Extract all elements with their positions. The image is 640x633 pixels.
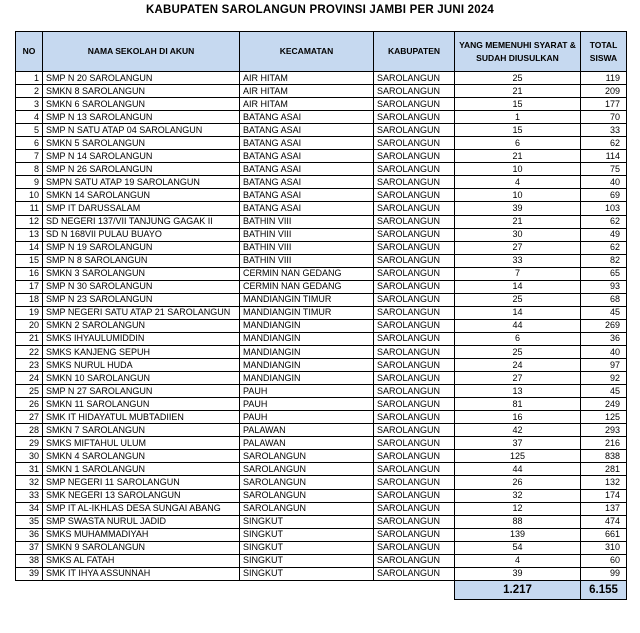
kabupaten: SAROLANGUN — [374, 411, 455, 424]
memenuhi-syarat: 27 — [455, 241, 581, 254]
memenuhi-syarat: 54 — [455, 541, 581, 554]
total-siswa: 33 — [581, 124, 627, 137]
kecamatan: MANDIANGIN — [240, 345, 374, 358]
kecamatan: MANDIANGIN TIMUR — [240, 306, 374, 319]
kabupaten: SAROLANGUN — [374, 137, 455, 150]
total-siswa: 209 — [581, 85, 627, 98]
table-row — [16, 150, 627, 163]
kabupaten: SAROLANGUN — [374, 98, 455, 111]
kecamatan: SAROLANGUN — [240, 463, 374, 476]
kabupaten: SAROLANGUN — [374, 489, 455, 502]
table-row — [16, 345, 627, 358]
school-name: SMP N 20 SAROLANGUN — [43, 72, 240, 85]
memenuhi-syarat: 14 — [455, 280, 581, 293]
kabupaten: SAROLANGUN — [374, 541, 455, 554]
kecamatan: BATANG ASAI — [240, 124, 374, 137]
memenuhi-syarat: 16 — [455, 411, 581, 424]
kabupaten: SAROLANGUN — [374, 515, 455, 528]
total-siswa: 60 — [581, 554, 627, 567]
row-number: 18 — [16, 293, 43, 306]
header-row — [16, 32, 627, 72]
kabupaten: SAROLANGUN — [374, 345, 455, 358]
total-siswa: 75 — [581, 163, 627, 176]
school-name: SMKN 14 SAROLANGUN — [43, 189, 240, 202]
kecamatan: BATANG ASAI — [240, 176, 374, 189]
kabupaten: SAROLANGUN — [374, 319, 455, 332]
memenuhi-syarat: 30 — [455, 228, 581, 241]
total-siswa: 49 — [581, 228, 627, 241]
kecamatan: BATANG ASAI — [240, 111, 374, 124]
page-title: KABUPATEN SAROLANGUN PROVINSI JAMBI PER JUNI 2024 — [145, 4, 495, 16]
school-name: SMKN 3 SAROLANGUN — [43, 267, 240, 280]
school-name: SMKS KANJENG SEPUH — [43, 345, 240, 358]
school-table — [15, 31, 627, 600]
table-row — [16, 398, 627, 411]
total-siswa: 249 — [581, 398, 627, 411]
kecamatan: AIR HITAM — [240, 72, 374, 85]
kabupaten: SAROLANGUN — [374, 111, 455, 124]
kabupaten: SAROLANGUN — [374, 189, 455, 202]
table-row — [16, 306, 627, 319]
row-number: 25 — [16, 385, 43, 398]
table-row — [16, 163, 627, 176]
row-number: 36 — [16, 528, 43, 541]
table-row — [16, 293, 627, 306]
table-row — [16, 137, 627, 150]
total-siswa: 65 — [581, 267, 627, 280]
kecamatan: BATANG ASAI — [240, 189, 374, 202]
kabupaten: SAROLANGUN — [374, 437, 455, 450]
total-siswa: 661 — [581, 528, 627, 541]
school-name: SMP N 14 SAROLANGUN — [43, 150, 240, 163]
total-siswa: 82 — [581, 254, 627, 267]
memenuhi-syarat: 26 — [455, 476, 581, 489]
row-number: 32 — [16, 476, 43, 489]
memenuhi-syarat: 21 — [455, 150, 581, 163]
kabupaten: SAROLANGUN — [374, 228, 455, 241]
kabupaten: SAROLANGUN — [374, 293, 455, 306]
row-number: 20 — [16, 319, 43, 332]
school-name: SD N 168VII PULAU BUAYO — [43, 228, 240, 241]
table-body — [16, 72, 627, 581]
total-siswa: 103 — [581, 202, 627, 215]
total-siswa: 92 — [581, 372, 627, 385]
kecamatan: MANDIANGIN TIMUR — [240, 293, 374, 306]
row-number: 35 — [16, 515, 43, 528]
header-nama-sekolah: NAMA SEKOLAH DI AKUN — [43, 32, 240, 72]
kecamatan: BATANG ASAI — [240, 202, 374, 215]
memenuhi-syarat: 21 — [455, 215, 581, 228]
row-number: 26 — [16, 398, 43, 411]
kabupaten: SAROLANGUN — [374, 176, 455, 189]
row-number: 31 — [16, 463, 43, 476]
row-number: 12 — [16, 215, 43, 228]
row-number: 29 — [16, 437, 43, 450]
total-siswa: 838 — [581, 450, 627, 463]
school-name: SMK NEGERI 13 SAROLANGUN — [43, 489, 240, 502]
school-name: SMKN 1 SAROLANGUN — [43, 463, 240, 476]
kabupaten: SAROLANGUN — [374, 476, 455, 489]
school-name: SMK IT IHYA ASSUNNAH — [43, 567, 240, 580]
school-name: SMKN 11 SAROLANGUN — [43, 398, 240, 411]
header-memenuhi-syarat: YANG MEMENUHI SYARAT & SUDAH DIUSULKAN — [455, 32, 581, 72]
total-siswa: 474 — [581, 515, 627, 528]
table-row — [16, 267, 627, 280]
total-siswa: 137 — [581, 502, 627, 515]
kecamatan: AIR HITAM — [240, 85, 374, 98]
kecamatan: BATHIN VIII — [240, 241, 374, 254]
row-number: 27 — [16, 411, 43, 424]
table-row — [16, 176, 627, 189]
kabupaten: SAROLANGUN — [374, 306, 455, 319]
kecamatan: SINGKUT — [240, 554, 374, 567]
kabupaten: SAROLANGUN — [374, 163, 455, 176]
total-siswa: 119 — [581, 72, 627, 85]
school-name: SMKS NURUL HUDA — [43, 359, 240, 372]
total-siswa: 62 — [581, 241, 627, 254]
memenuhi-syarat: 7 — [455, 267, 581, 280]
kabupaten: SAROLANGUN — [374, 502, 455, 515]
total-siswa: 99 — [581, 567, 627, 580]
totals-spacer — [16, 580, 455, 599]
row-number: 38 — [16, 554, 43, 567]
kecamatan: MANDIANGIN — [240, 319, 374, 332]
total-siswa: 36 — [581, 332, 627, 345]
table-row — [16, 385, 627, 398]
table-row — [16, 111, 627, 124]
school-name: SMP N 13 SAROLANGUN — [43, 111, 240, 124]
total-memenuhi-syarat: 1.217 — [455, 580, 581, 599]
memenuhi-syarat: 44 — [455, 319, 581, 332]
kecamatan: BATHIN VIII — [240, 254, 374, 267]
total-siswa: 70 — [581, 111, 627, 124]
kecamatan: SINGKUT — [240, 515, 374, 528]
table-row — [16, 528, 627, 541]
memenuhi-syarat: 44 — [455, 463, 581, 476]
kabupaten: SAROLANGUN — [374, 398, 455, 411]
row-number: 11 — [16, 202, 43, 215]
memenuhi-syarat: 15 — [455, 98, 581, 111]
table-row — [16, 98, 627, 111]
totals-row — [16, 580, 627, 599]
table-row — [16, 215, 627, 228]
school-name: SMP NEGERI 11 SAROLANGUN — [43, 476, 240, 489]
school-name: SMKN 9 SAROLANGUN — [43, 541, 240, 554]
table-row — [16, 437, 627, 450]
memenuhi-syarat: 10 — [455, 163, 581, 176]
kabupaten: SAROLANGUN — [374, 280, 455, 293]
table-row — [16, 411, 627, 424]
table-row — [16, 554, 627, 567]
kabupaten: SAROLANGUN — [374, 254, 455, 267]
memenuhi-syarat: 125 — [455, 450, 581, 463]
kabupaten: SAROLANGUN — [374, 150, 455, 163]
kecamatan: SAROLANGUN — [240, 476, 374, 489]
row-number: 34 — [16, 502, 43, 515]
kecamatan: AIR HITAM — [240, 98, 374, 111]
school-name: SMP N 27 SAROLANGUN — [43, 385, 240, 398]
kabupaten: SAROLANGUN — [374, 241, 455, 254]
kabupaten: SAROLANGUN — [374, 124, 455, 137]
total-siswa: 62 — [581, 215, 627, 228]
table-row — [16, 189, 627, 202]
row-number: 15 — [16, 254, 43, 267]
header-kecamatan: KECAMATAN — [240, 32, 374, 72]
table-row — [16, 280, 627, 293]
table-row — [16, 489, 627, 502]
school-name: SMKN 10 SAROLANGUN — [43, 372, 240, 385]
kecamatan: SAROLANGUN — [240, 450, 374, 463]
row-number: 39 — [16, 567, 43, 580]
school-name: SMP IT DARUSSALAM — [43, 202, 240, 215]
memenuhi-syarat: 25 — [455, 72, 581, 85]
total-siswa: 45 — [581, 385, 627, 398]
kabupaten: SAROLANGUN — [374, 72, 455, 85]
memenuhi-syarat: 27 — [455, 372, 581, 385]
row-number: 4 — [16, 111, 43, 124]
table-row — [16, 515, 627, 528]
kecamatan: SINGKUT — [240, 567, 374, 580]
total-siswa: 40 — [581, 176, 627, 189]
memenuhi-syarat: 10 — [455, 189, 581, 202]
memenuhi-syarat: 12 — [455, 502, 581, 515]
memenuhi-syarat: 13 — [455, 385, 581, 398]
table-row — [16, 372, 627, 385]
kecamatan: PALAWAN — [240, 424, 374, 437]
row-number: 13 — [16, 228, 43, 241]
school-name: SMKS MUHAMMADIYAH — [43, 528, 240, 541]
row-number: 23 — [16, 359, 43, 372]
row-number: 2 — [16, 85, 43, 98]
total-siswa: 125 — [581, 411, 627, 424]
kabupaten: SAROLANGUN — [374, 267, 455, 280]
memenuhi-syarat: 139 — [455, 528, 581, 541]
row-number: 3 — [16, 98, 43, 111]
kabupaten: SAROLANGUN — [374, 567, 455, 580]
row-number: 33 — [16, 489, 43, 502]
memenuhi-syarat: 88 — [455, 515, 581, 528]
memenuhi-syarat: 1 — [455, 111, 581, 124]
school-name: SMP N 23 SAROLANGUN — [43, 293, 240, 306]
memenuhi-syarat: 6 — [455, 137, 581, 150]
row-number: 30 — [16, 450, 43, 463]
kecamatan: PAUH — [240, 411, 374, 424]
table-row — [16, 567, 627, 580]
memenuhi-syarat: 15 — [455, 124, 581, 137]
memenuhi-syarat: 81 — [455, 398, 581, 411]
school-name: SMKN 2 SAROLANGUN — [43, 319, 240, 332]
total-siswa: 293 — [581, 424, 627, 437]
total-siswa: 68 — [581, 293, 627, 306]
kecamatan: CERMIN NAN GEDANG — [240, 267, 374, 280]
total-siswa: 174 — [581, 489, 627, 502]
school-name: SMKN 4 SAROLANGUN — [43, 450, 240, 463]
total-siswa: 281 — [581, 463, 627, 476]
total-siswa: 177 — [581, 98, 627, 111]
kecamatan: PAUH — [240, 398, 374, 411]
total-siswa: 93 — [581, 280, 627, 293]
school-name: SMP N 26 SAROLANGUN — [43, 163, 240, 176]
kabupaten: SAROLANGUN — [374, 424, 455, 437]
kabupaten: SAROLANGUN — [374, 85, 455, 98]
memenuhi-syarat: 42 — [455, 424, 581, 437]
memenuhi-syarat: 32 — [455, 489, 581, 502]
table-row — [16, 332, 627, 345]
kecamatan: PAUH — [240, 385, 374, 398]
table-row — [16, 85, 627, 98]
table-row — [16, 450, 627, 463]
total-siswa: 6.155 — [581, 580, 627, 599]
table-row — [16, 541, 627, 554]
row-number: 16 — [16, 267, 43, 280]
table-row — [16, 463, 627, 476]
school-name: SMKN 8 SAROLANGUN — [43, 85, 240, 98]
school-name: SMKS IHYAULUMIDDIN — [43, 332, 240, 345]
kecamatan: BATANG ASAI — [240, 150, 374, 163]
row-number: 7 — [16, 150, 43, 163]
kecamatan: BATHIN VIII — [240, 228, 374, 241]
row-number: 19 — [16, 306, 43, 319]
kabupaten: SAROLANGUN — [374, 215, 455, 228]
total-siswa: 132 — [581, 476, 627, 489]
row-number: 9 — [16, 176, 43, 189]
row-number: 8 — [16, 163, 43, 176]
kecamatan: SINGKUT — [240, 528, 374, 541]
kecamatan: SAROLANGUN — [240, 489, 374, 502]
total-siswa: 62 — [581, 137, 627, 150]
total-siswa: 40 — [581, 345, 627, 358]
total-siswa: 269 — [581, 319, 627, 332]
row-number: 24 — [16, 372, 43, 385]
school-name: SD NEGERI 137/VII TANJUNG GAGAK II — [43, 215, 240, 228]
kecamatan: BATANG ASAI — [240, 137, 374, 150]
table-row — [16, 72, 627, 85]
header-total-siswa: TOTAL SISWA — [581, 32, 627, 72]
total-siswa: 69 — [581, 189, 627, 202]
memenuhi-syarat: 21 — [455, 85, 581, 98]
memenuhi-syarat: 4 — [455, 176, 581, 189]
kecamatan: SAROLANGUN — [240, 502, 374, 515]
memenuhi-syarat: 14 — [455, 306, 581, 319]
kabupaten: SAROLANGUN — [374, 554, 455, 567]
kabupaten: SAROLANGUN — [374, 202, 455, 215]
header-no: NO — [16, 32, 43, 72]
total-siswa: 114 — [581, 150, 627, 163]
school-name: SMKN 7 SAROLANGUN — [43, 424, 240, 437]
kecamatan: PALAWAN — [240, 437, 374, 450]
school-name: SMPN SATU ATAP 19 SAROLANGUN — [43, 176, 240, 189]
kecamatan: CERMIN NAN GEDANG — [240, 280, 374, 293]
row-number: 5 — [16, 124, 43, 137]
school-name: SMKN 5 SAROLANGUN — [43, 137, 240, 150]
row-number: 6 — [16, 137, 43, 150]
memenuhi-syarat: 25 — [455, 345, 581, 358]
memenuhi-syarat: 33 — [455, 254, 581, 267]
kecamatan: SINGKUT — [240, 541, 374, 554]
table-row — [16, 202, 627, 215]
memenuhi-syarat: 25 — [455, 293, 581, 306]
school-name: SMP IT AL-IKHLAS DESA SUNGAI ABANG — [43, 502, 240, 515]
school-name: SMP NEGERI SATU ATAP 21 SAROLANGUN — [43, 306, 240, 319]
total-siswa: 216 — [581, 437, 627, 450]
table-row — [16, 359, 627, 372]
total-siswa: 45 — [581, 306, 627, 319]
kabupaten: SAROLANGUN — [374, 463, 455, 476]
table-row — [16, 502, 627, 515]
memenuhi-syarat: 39 — [455, 202, 581, 215]
school-name: SMKS MIFTAHUL ULUM — [43, 437, 240, 450]
school-name: SMKS AL FATAH — [43, 554, 240, 567]
row-number: 14 — [16, 241, 43, 254]
total-siswa: 310 — [581, 541, 627, 554]
kecamatan: MANDIANGIN — [240, 332, 374, 345]
header-kabupaten: KABUPATEN — [374, 32, 455, 72]
school-name: SMP N 8 SAROLANGUN — [43, 254, 240, 267]
kecamatan: BATHIN VIII — [240, 215, 374, 228]
school-name: SMK IT HIDAYATUL MUBTADIIEN — [43, 411, 240, 424]
kecamatan: MANDIANGIN — [240, 372, 374, 385]
kabupaten: SAROLANGUN — [374, 385, 455, 398]
memenuhi-syarat: 4 — [455, 554, 581, 567]
school-name: SMKN 6 SAROLANGUN — [43, 98, 240, 111]
school-name: SMP N SATU ATAP 04 SAROLANGUN — [43, 124, 240, 137]
row-number: 1 — [16, 72, 43, 85]
memenuhi-syarat: 24 — [455, 359, 581, 372]
table-row — [16, 124, 627, 137]
row-number: 28 — [16, 424, 43, 437]
table-row — [16, 476, 627, 489]
school-name: SMP N 30 SAROLANGUN — [43, 280, 240, 293]
row-number: 21 — [16, 332, 43, 345]
kecamatan: MANDIANGIN — [240, 359, 374, 372]
row-number: 17 — [16, 280, 43, 293]
school-name: SMP N 19 SAROLANGUN — [43, 241, 240, 254]
table-row — [16, 228, 627, 241]
memenuhi-syarat: 39 — [455, 567, 581, 580]
memenuhi-syarat: 37 — [455, 437, 581, 450]
total-siswa: 97 — [581, 359, 627, 372]
kecamatan: BATANG ASAI — [240, 163, 374, 176]
table-row — [16, 319, 627, 332]
school-name: SMP SWASTA NURUL JADID — [43, 515, 240, 528]
memenuhi-syarat: 6 — [455, 332, 581, 345]
kabupaten: SAROLANGUN — [374, 450, 455, 463]
row-number: 22 — [16, 345, 43, 358]
row-number: 37 — [16, 541, 43, 554]
kabupaten: SAROLANGUN — [374, 359, 455, 372]
kabupaten: SAROLANGUN — [374, 372, 455, 385]
kabupaten: SAROLANGUN — [374, 528, 455, 541]
table-row — [16, 424, 627, 437]
row-number: 10 — [16, 189, 43, 202]
table-row — [16, 254, 627, 267]
table-row — [16, 241, 627, 254]
kabupaten: SAROLANGUN — [374, 332, 455, 345]
